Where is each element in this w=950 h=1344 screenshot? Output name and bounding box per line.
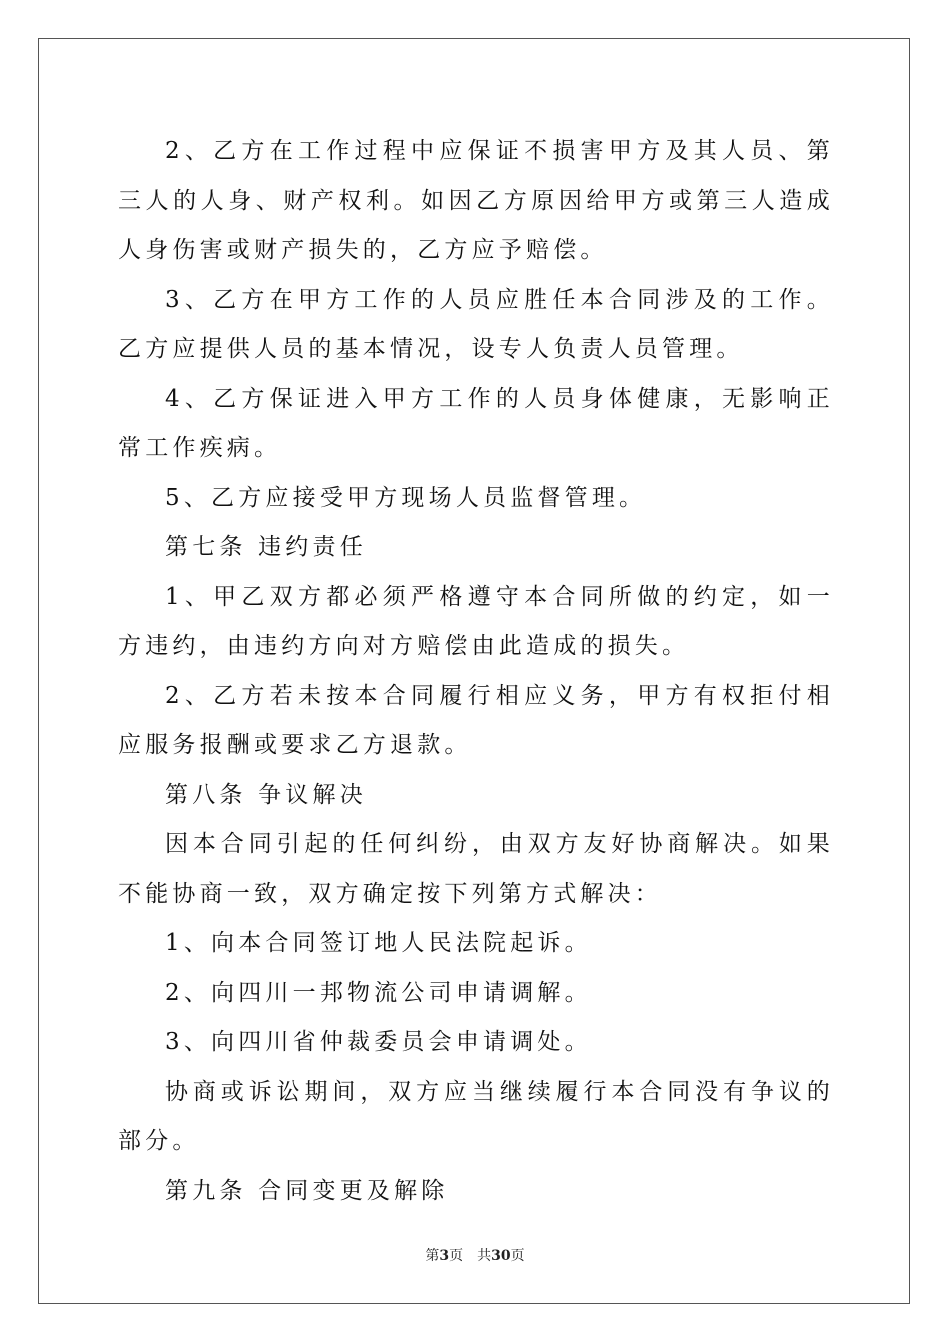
clause-paragraph: 1、向本合同签订地人民法院起诉。	[165, 930, 592, 956]
clause-paragraph: 4、乙方保证进入甲方工作的人员身体健康，无影响正常工作疾病。	[118, 385, 834, 461]
clause-paragraph: 2、乙方若未按本合同履行相应义务，甲方有权拒付相应服务报酬或要求乙方退款。	[118, 682, 834, 758]
page-total: 30	[491, 1248, 511, 1264]
total-suffix: 页	[510, 1248, 525, 1264]
clause-paragraph: 2、向四川一邦物流公司申请调解。	[165, 979, 592, 1006]
clause-paragraph: 3、乙方在甲方工作的人员应胜任本合同涉及的工作。乙方应提供人员的基本情况，设专人负责人员管理。	[118, 286, 834, 362]
article-heading: 第九条 合同变更及解除	[165, 1177, 449, 1204]
clause-paragraph: 协商或诉讼期间，双方应当继续履行本合同没有争议的部分。	[118, 1078, 834, 1154]
clause-paragraph: 5、乙方应接受甲方现场人员监督管理。	[165, 484, 647, 511]
clause-paragraph: 3、向四川省仲裁委员会申请调处。	[165, 1029, 592, 1055]
clause-paragraph: 2、乙方在工作过程中应保证不损害甲方及其人员、第三人的人身、财产权利。如因乙方原因给甲方或第三人造成人身伤害或财产损失的，乙方应予赔偿。	[118, 138, 834, 263]
clause-paragraph: 1、甲乙双方都必须严格遵守本合同所做的约定，如一方违约，由违约方向对方赔偿由此造成的损失。	[118, 583, 834, 659]
page-current: 3	[439, 1248, 450, 1264]
article-heading: 第八条 争议解决	[165, 781, 367, 808]
document-body	[118, 127, 834, 1216]
page-suffix: 页	[449, 1248, 464, 1264]
article-heading: 第七条 违约责任	[165, 534, 367, 560]
page-prefix: 第	[425, 1248, 440, 1264]
clause-paragraph: 因本合同引起的任何纠纷，由双方友好协商解决。如果不能协商一致，双方确定按下列第方式解决：	[118, 831, 834, 907]
page-footer	[0, 1246, 950, 1266]
total-prefix: 共	[477, 1248, 492, 1264]
